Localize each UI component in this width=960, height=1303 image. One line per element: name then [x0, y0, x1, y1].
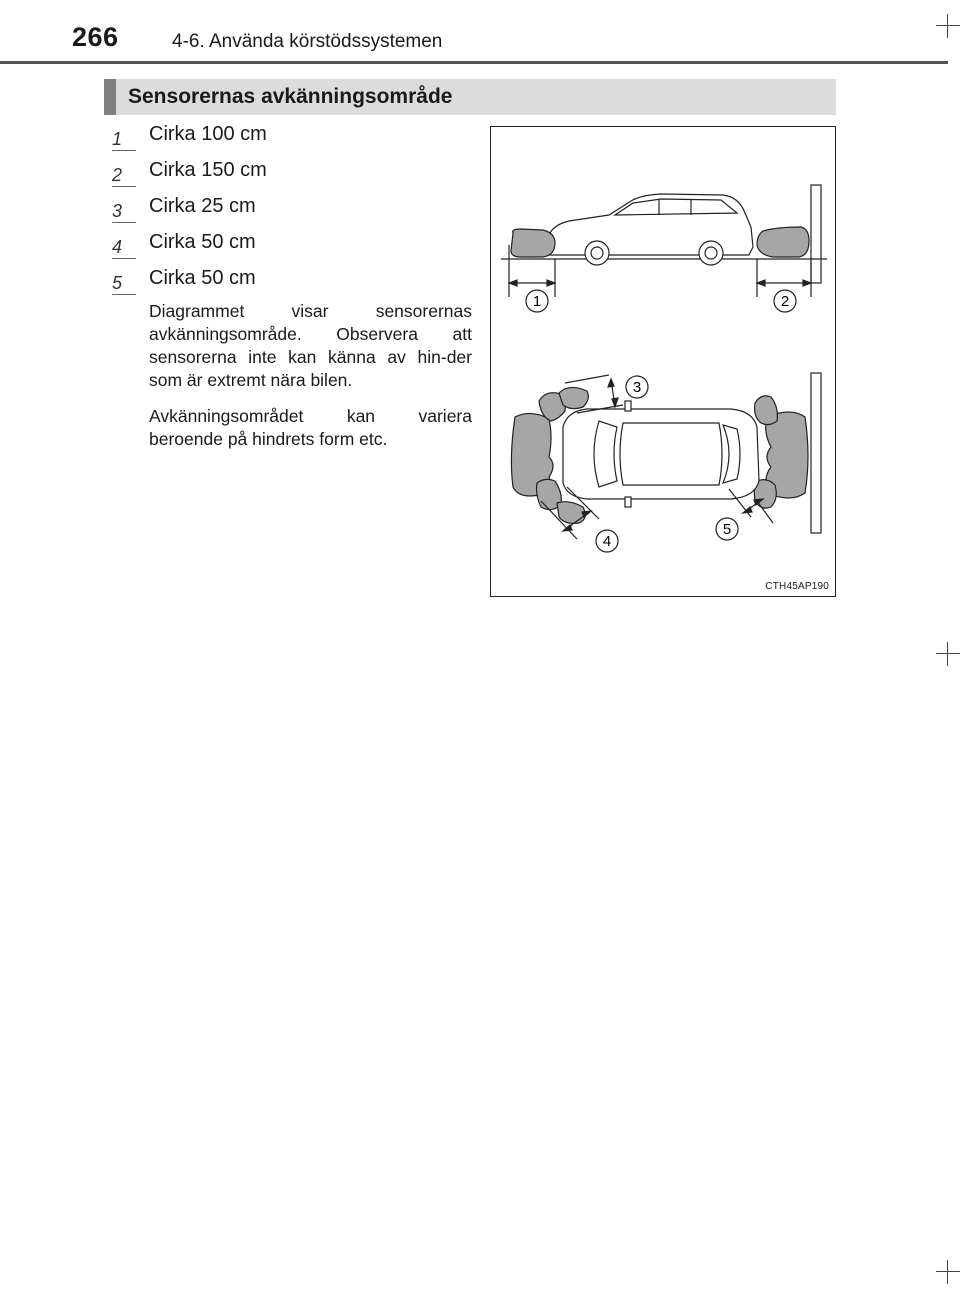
list-item — [112, 226, 472, 262]
crop-mark-mid-right — [936, 642, 960, 666]
wall-top — [811, 373, 821, 533]
list-item — [112, 118, 472, 154]
item-label: Cirka 50 cm — [149, 267, 256, 289]
item-number: 3 — [112, 200, 136, 223]
sensor-front-corner-top2 — [559, 387, 588, 408]
item-number: 4 — [112, 236, 136, 259]
chapter-title: 4-6. Använda körstödssystemen — [172, 31, 443, 52]
description-paragraph: Diagrammet visar sensorernas avkänningsområde. Observera att sensorerna inte kan känna av hin-der som är extremt nära bilen. — [149, 301, 472, 390]
item-number: 2 — [112, 164, 136, 187]
sensor-front-corner-bottom2 — [557, 502, 585, 524]
sensor-rear-corner-top — [755, 396, 778, 425]
callout-2 — [774, 290, 796, 312]
list-item — [112, 154, 472, 190]
callout-4 — [596, 530, 618, 552]
wall-side — [811, 185, 821, 283]
svg-text:3: 3 — [632, 379, 642, 396]
sensor-range-figure — [490, 126, 836, 597]
item-label: Cirka 50 cm — [149, 231, 256, 253]
header-rule — [0, 61, 948, 64]
page-number: 266 — [72, 22, 119, 52]
item-label: Cirka 100 cm — [149, 123, 267, 145]
svg-text:4: 4 — [602, 533, 612, 550]
item-label: Cirka 150 cm — [149, 159, 267, 181]
section-heading: Sensorernas avkänningsområde — [104, 79, 836, 115]
svg-text:1: 1 — [532, 293, 542, 310]
mirror-right — [625, 497, 631, 507]
distance-list — [112, 118, 472, 298]
crop-mark-top-right — [936, 14, 960, 38]
item-label: Cirka 25 cm — [149, 195, 256, 217]
svg-text:5: 5 — [722, 521, 732, 538]
figure-code: CTH45AP190 — [765, 581, 829, 592]
sensor-rear-side — [757, 227, 809, 257]
car-side-body — [549, 194, 753, 255]
list-item — [112, 262, 472, 298]
list-item — [112, 190, 472, 226]
callout-1 — [526, 290, 548, 312]
sensor-diagram — [491, 127, 835, 596]
item-number: 1 — [112, 128, 136, 151]
side-view — [501, 185, 827, 297]
callout-3 — [626, 376, 648, 398]
mirror-left — [625, 401, 631, 411]
callout-5 — [716, 518, 738, 540]
sensor-front-side — [511, 229, 555, 257]
note-paragraph: Avkänningsområdet kan variera beroende på hindrets form etc. — [149, 406, 472, 449]
wheel-rear — [699, 241, 723, 265]
wheel-front — [585, 241, 609, 265]
item-number: 5 — [112, 272, 136, 295]
top-view — [511, 373, 821, 539]
svg-text:2: 2 — [780, 293, 790, 310]
crop-mark-bottom-right — [936, 1260, 960, 1284]
